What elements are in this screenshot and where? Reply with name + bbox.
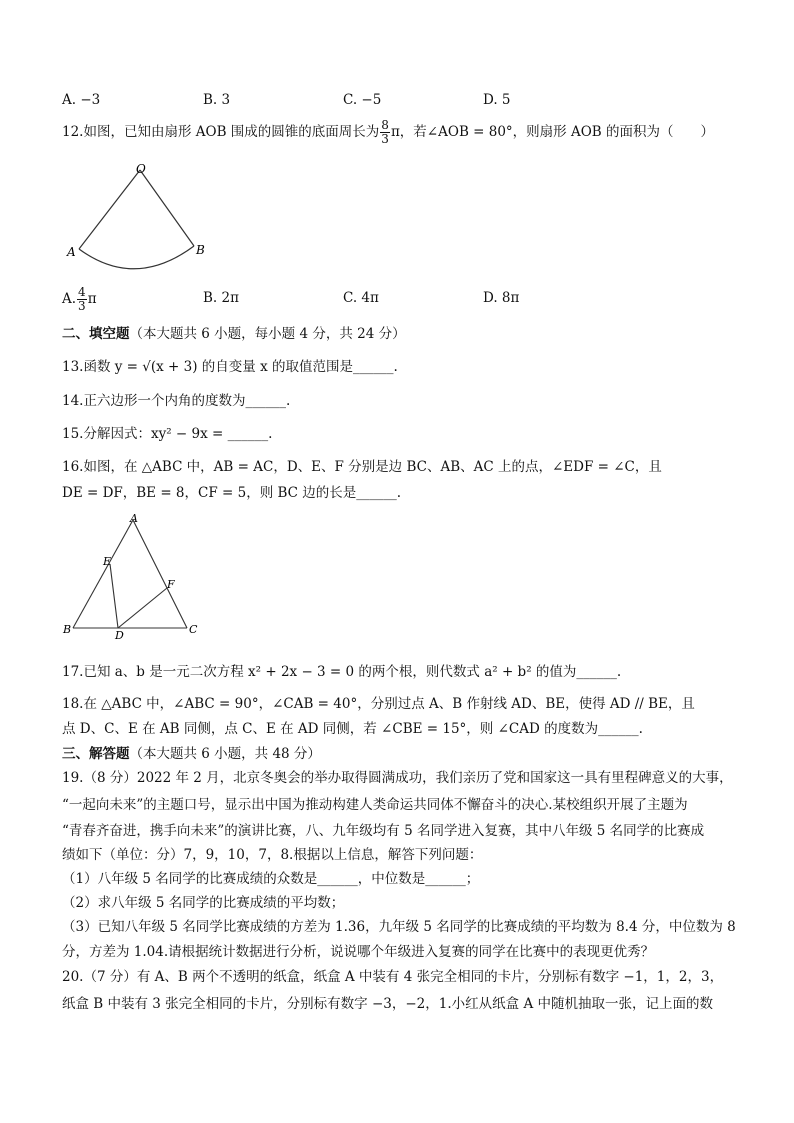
q19-sub3-line2: 分，方差为 1.04.请根据统计数据进行分析，说说哪个年级进入复赛的同学在比赛中的表现更优秀？ — [62, 944, 655, 960]
q18-line1: 18.在 △ABC 中，∠ABC = 90°，∠CAB = 40°，分别过点 A、B 作射线 AD、BE，使得 AD // BE，且 — [62, 696, 695, 712]
tri-label-b: B — [63, 623, 72, 636]
tri-label-d: D — [115, 629, 124, 642]
q12-option-a-suffix: π — [87, 291, 97, 307]
q11-option-d: D. 5 — [483, 92, 511, 108]
q19-sub1: （1）八年级 5 名同学的比赛成绩的众数是______，中位数是______； — [62, 871, 480, 887]
segment-de — [110, 564, 118, 628]
q18-line2: 点 D、C、E 在 AB 同侧，点 C、E 在 AD 同侧，若 ∠CBE = 15°，则 ∠CAD 的度数为______. — [62, 721, 643, 737]
q11-option-a: A. −3 — [62, 92, 101, 108]
q12-option-a-fraction — [77, 286, 87, 313]
q12-suffix: π，若∠AOB = 80°，则扇形 AOB 的面积为（ ） — [390, 124, 715, 140]
q15: 15.分解因式：xy² − 9x = ______. — [62, 426, 273, 442]
q20-line1: 20.（7 分）有 A、B 两个不透明的纸盒，纸盒 A 中装有 4 张完全相同的卡片，分别标有数字 −1，1，2，3， — [62, 969, 724, 985]
q12-fraction — [380, 119, 390, 146]
q11-option-b: B. 3 — [203, 92, 231, 108]
q12-option-a-den: 3 — [78, 299, 86, 313]
q19-sub3-line1: （3）已知八年级 5 名同学比赛成绩的方差为 1.36，九年级 5 名同学的比赛成绩的平均数为 8.4 分，中位数为 8 — [62, 919, 736, 935]
q17: 17.已知 a、b 是一元二次方程 x² + 2x − 3 = 0 的两个根，则代数式 a² + b² 的值为______. — [62, 664, 622, 680]
q20-line2: 纸盒 B 中装有 3 张完全相同的卡片，分别标有数字 −3，−2，1.小红从纸盒 A 中随机抽取一张，记上面的数 — [62, 996, 713, 1012]
label-o: O — [136, 162, 146, 176]
tri-label-f: F — [167, 578, 175, 591]
q16-line2: DE = DF，BE = 8，CF = 5，则 BC 边的长是______. — [62, 485, 402, 501]
q19-line2: “一起向未来”的主题口号，显示出中国为推动构建人类命运共同体不懈奋斗的决心.某校组织开展了主题为 — [62, 797, 688, 813]
q13: 13.函数 y = √(x + 3) 的自变量 x 的取值范围是______. — [62, 359, 398, 375]
q12-option-a-prefix: A. — [62, 291, 77, 307]
side-ac — [133, 520, 187, 628]
q12-prefix: 12.如图，已知由扇形 AOB 围成的圆锥的底面周长为 — [62, 124, 380, 140]
q14: 14.正六边形一个内角的度数为______. — [62, 393, 291, 409]
q12-frac-num: 8 — [381, 118, 389, 132]
tri-label-c: C — [189, 623, 198, 636]
sector-radius-oa — [79, 170, 140, 249]
q19-line3: “青春齐奋进，携手向未来”的演讲比赛，八、九年级均有 5 名同学进入复赛，其中八年级 5 名同学的比赛成 — [62, 823, 705, 839]
q19-sub2: （2）求八年级 5 名同学的比赛成绩的平均数； — [62, 895, 345, 911]
section2-title: 二、填空题 — [62, 326, 130, 342]
q19-line1: 19.（8 分）2022 年 2 月，北京冬奥会的举办取得圆满成功，我们亲历了党和国家这一具有里程碑意义的大事， — [62, 770, 733, 786]
sector-figure — [60, 158, 220, 276]
q19-line4: 绩如下（单位：分）7，9，10，7，8.根据以上信息，解答下列问题： — [62, 847, 483, 863]
tri-label-e: E — [103, 555, 112, 568]
segment-df — [118, 588, 167, 628]
q12-frac-den: 3 — [381, 132, 389, 146]
q12-option-a — [62, 284, 97, 314]
label-b: B — [196, 243, 205, 257]
q12-option-c: C. 4π — [343, 290, 379, 306]
side-ab — [73, 520, 133, 628]
q12-option-a-num: 4 — [78, 285, 86, 299]
section2-note: （本大题共 6 小题，每小题 4 分，共 24 分） — [129, 326, 406, 342]
q16-line1: 16.如图，在 △ABC 中，AB = AC，D、E、F 分别是边 BC、AB、AC 上的点，∠EDF = ∠C，且 — [62, 459, 662, 475]
triangle-figure — [60, 512, 210, 642]
section3-note: （本大题共 6 小题，共 48 分） — [129, 746, 321, 762]
q11-option-c: C. −5 — [343, 92, 382, 108]
label-a: A — [67, 245, 76, 259]
sector-arc-ab — [79, 246, 194, 269]
section2-heading — [62, 325, 406, 343]
q12-option-b: B. 2π — [203, 290, 239, 306]
q12-question — [62, 117, 714, 147]
sector-radius-ob — [140, 170, 194, 246]
section3-title: 三、解答题 — [62, 746, 130, 762]
q12-option-d: D. 8π — [483, 290, 520, 306]
section3-heading — [62, 745, 321, 763]
tri-label-a: A — [130, 512, 138, 525]
